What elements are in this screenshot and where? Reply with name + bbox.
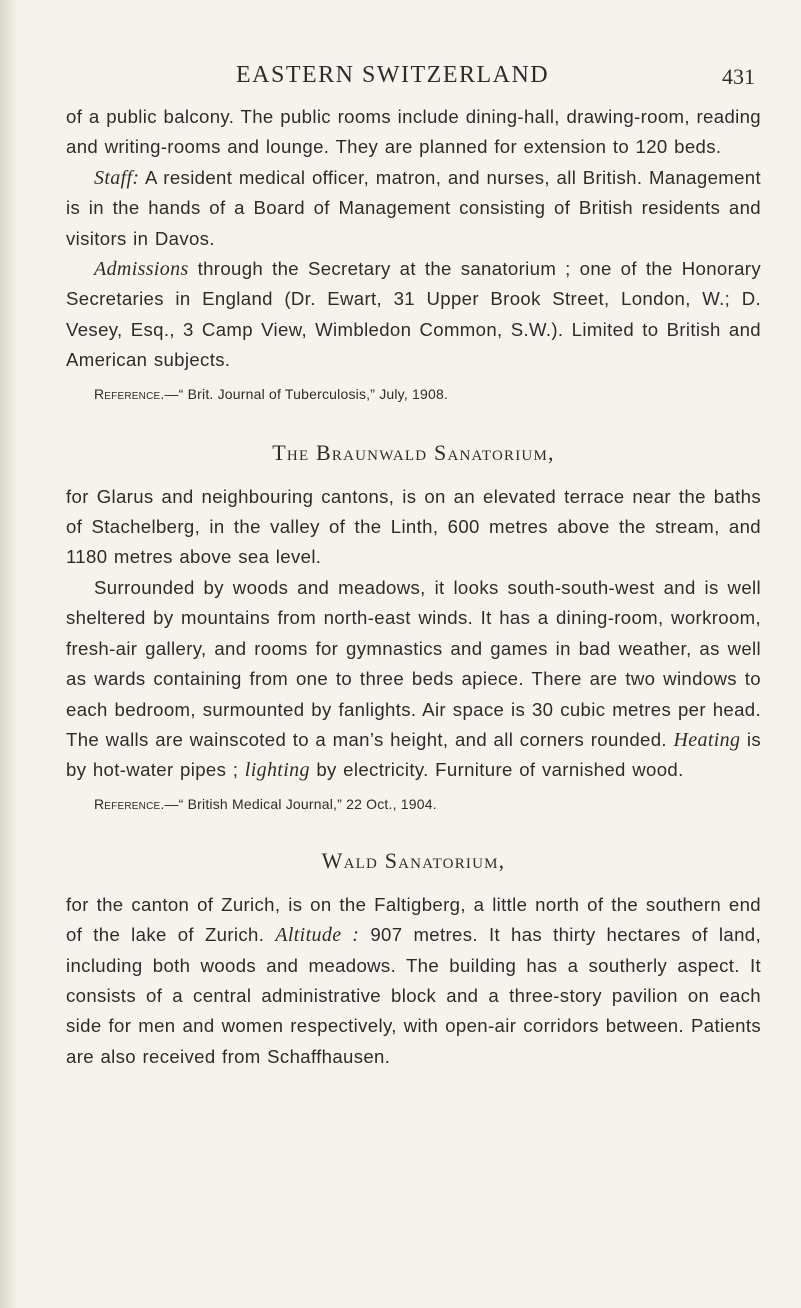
page-title: EASTERN SWITZERLAND xyxy=(236,62,550,88)
paragraph-braunwald-description xyxy=(66,573,761,786)
paragraph-staff xyxy=(66,163,761,254)
reference-label: Reference. xyxy=(94,385,165,402)
wald-text-b: 907 metres. It has thirty hectares of land, including both woods and meadows. The building has a southerly aspect. It consists of a central administrative block and a three-story pavilion on each side for men and women respectively, with open-air corridors between. Patients are also received from Schaffhausen. xyxy=(66,924,761,1067)
reference-davos xyxy=(94,384,761,404)
running-head xyxy=(66,62,761,102)
heading-braunwald: The Braunwald Sanatorium, xyxy=(272,439,555,465)
paragraph-wald xyxy=(66,890,761,1072)
staff-text: A resident medical officer, matron, and nurses, all British. Management is in the hands of a Board of Management consisting of British residents and visitors in Davos. xyxy=(66,166,761,249)
wald-text-a: for the canton of Zurich, is on the Faltigberg, a little north of the southern end of the lake of Zurich. xyxy=(66,893,761,946)
admissions-label: Admissions xyxy=(94,258,189,281)
admissions-text: through the Secretary at the sanatorium ; one of the Honorary Secretaries in England (Dr. Ewart, 31 Upper Brook Street, London, W.; D. Vesey, Esq., 3 Camp View, Wimbledon Common, S.W.). Limited to British and American subjects. xyxy=(66,258,761,371)
heading-wald: Wald Sanatorium, xyxy=(321,847,506,873)
page-number: 431 xyxy=(722,64,755,89)
lighting-label: lighting xyxy=(244,759,310,782)
reference-braunwald xyxy=(94,794,761,814)
braunwald-description-text: Surrounded by woods and meadows, it looks south-south-west and is well sheltered by mountains from north-east winds. It has a dining-room, workroom, fresh-air gallery, and rooms for gymnastics and games in bad weather, as well as wards containing from one to three beds apiece. There are two windows to each bedroom, surmounted by fanlights. Air space is 30 cubic metres per head. The walls are wainscoted to a man’s height, and all corners rounded. xyxy=(66,576,761,750)
altitude-label: Altitude : xyxy=(275,924,360,947)
heating-text: is by hot-water pipes ; xyxy=(66,728,761,781)
paragraph-braunwald-location: for Glarus and neighbouring cantons, is on an elevated terrace near the baths of Stachelberg, in the valley of the Linth, 600 metres above the stream, and 1180 metres above sea level. xyxy=(66,485,761,568)
paragraph-admissions xyxy=(66,254,761,376)
staff-label: Staff: xyxy=(94,166,140,189)
reference-label: Reference. xyxy=(94,795,165,812)
book-page xyxy=(66,62,761,1072)
heating-label: Heating xyxy=(673,728,741,751)
lighting-text: by electricity. Furniture of varnished wood. xyxy=(309,759,684,781)
book-spine-shadow xyxy=(0,0,18,1308)
reference-text: —“ Brit. Journal of Tuberculosis,” July, 1908. xyxy=(164,385,449,402)
paragraph-public-rooms: of a public balcony. The public rooms include dining-hall, drawing-room, reading and writing-rooms and lounge. They are planned for extension to 120 beds. xyxy=(66,106,761,158)
reference-text: —“ British Medical Journal,” 22 Oct., 1904. xyxy=(164,795,437,812)
